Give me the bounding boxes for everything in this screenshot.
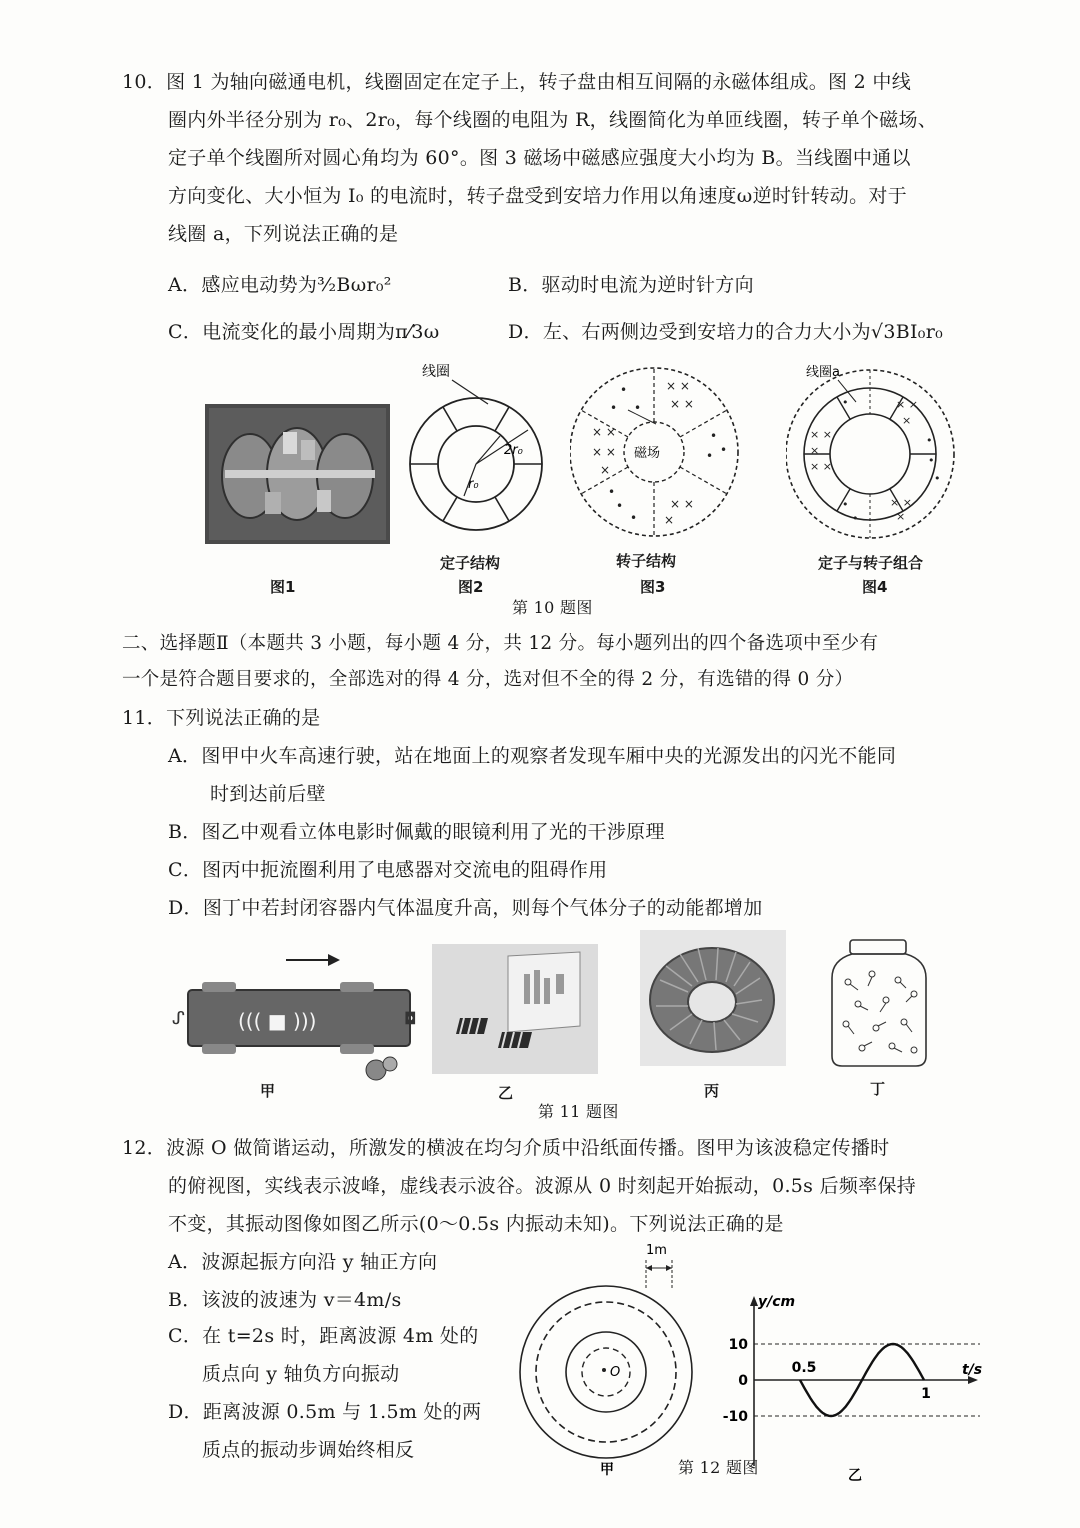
- q10-figure-caption: 第 10 题图: [512, 598, 593, 617]
- q11-train-figure: [168, 944, 428, 1096]
- q10-option-b: B．驱动时电流为逆时针方向: [508, 274, 754, 296]
- q11-fig-jia-label: 甲: [260, 1082, 276, 1100]
- fig4-coil-a-label: 线圈a: [806, 365, 840, 380]
- q11-gas-container-figure: [828, 938, 930, 1070]
- q10-option-c: C．电流变化的最小周期为π⁄3ω: [168, 321, 440, 343]
- svg-text:× ×: × ×: [810, 460, 832, 473]
- svg-text:× ×: × ×: [592, 445, 616, 459]
- q10-line-5: 线圈 a，下列说法正确的是: [168, 223, 399, 245]
- fig2-stator-diagram: [404, 358, 554, 548]
- q12-option-c-line-2: 质点向 y 轴负方向振动: [202, 1363, 400, 1385]
- chart-y-tick-0: 0: [738, 1373, 748, 1389]
- svg-text:× ×: × ×: [670, 397, 694, 411]
- q12-line-3: 不变，其振动图像如图乙所示(0～0.5s 内振动未知)。下列说法正确的是: [168, 1213, 784, 1235]
- chart-y-tick-minus-10: -10: [722, 1409, 748, 1425]
- fig2-r0-label: r₀: [468, 477, 479, 492]
- q11-fig-yi-label: 乙: [498, 1084, 514, 1102]
- q11-option-c: C．图丙中扼流圈利用了电感器对交流电的阻碍作用: [168, 859, 608, 881]
- q12-option-c-line-1: C．在 t=2s 时，距离波源 4m 处的: [168, 1325, 479, 1347]
- q11-option-d: D．图丁中若封闭容器内气体温度升高，则每个气体分子的动能都增加: [168, 897, 763, 919]
- q11-option-a-line-1: A．图甲中火车高速行驶，站在地面上的观察者发现车厢中央的光源发出的闪光不能同: [168, 745, 897, 767]
- fig3-label: 图3: [640, 578, 666, 596]
- q12-option-d-line-1: D．距离波源 0.5m 与 1.5m 处的两: [168, 1401, 482, 1423]
- q10-line-2: 圈内外半径分别为 r₀、2r₀，每个线圈的电阻为 R，线圈简化为单匝线圈，转子单个磁场、: [168, 109, 938, 131]
- svg-text:◘: ◘: [404, 1009, 417, 1028]
- chart-x-tick-0-5: 0.5: [791, 1360, 817, 1376]
- q12-option-a: A．波源起振方向沿 y 轴正方向: [168, 1251, 438, 1273]
- svg-text:•: •: [842, 498, 849, 511]
- fig2-title: 定子结构: [440, 554, 501, 572]
- section2-line-2: 一个是符合题目要求的，全部选对的得 4 分，选对但不全的得 2 分，有选错的得 0 分）: [122, 669, 854, 690]
- q12-wave-rings-figure: [506, 1240, 706, 1480]
- q11-option-b: B．图乙中观看立体电影时佩戴的眼镜利用了光的干涉原理: [168, 821, 665, 843]
- svg-text:•: •: [620, 383, 628, 397]
- train-light-pulse: ((( ■ ))): [238, 1009, 317, 1033]
- fig3-rotor-diagram: [570, 362, 740, 552]
- q11-fig-ding-label: 丁: [870, 1080, 886, 1098]
- svg-text:× ×: × ×: [810, 428, 832, 441]
- svg-text:•: •: [610, 401, 618, 415]
- q11-stem: 11．下列说法正确的是: [122, 707, 321, 729]
- svg-text:×: ×: [902, 414, 912, 427]
- q12-line-1: 12．波源 O 做简谐运动，所激发的横波在均匀介质中沿纸面传播。图甲为该波稳定传播时: [122, 1137, 890, 1159]
- q12-line-2: 的俯视图，实线表示波峰，虚线表示波谷。波源从 0 时刻起开始振动，0.5s 后频率保持: [168, 1175, 917, 1197]
- q12-o-label: O: [610, 1365, 621, 1380]
- svg-text:•: •: [710, 429, 718, 443]
- fig4-combo-diagram: [786, 358, 956, 554]
- q11-3d-cinema-figure: [432, 944, 598, 1074]
- q10-option-a: A．感应电动势为³⁄₂Bωr₀²: [168, 274, 392, 296]
- q10-line-4: 方向变化、大小恒为 I₀ 的电流时，转子盘受到安培力作用以角速度ω逆时针转动。对于: [168, 185, 907, 207]
- chart-y-axis-arrow: [750, 1296, 758, 1306]
- chart-y-tick-10: 10: [728, 1337, 748, 1353]
- q12-fig-yi-label: 乙: [848, 1468, 862, 1484]
- fig2-label: 图2: [458, 578, 484, 596]
- svg-text:•: •: [706, 449, 714, 463]
- svg-text:•: •: [842, 396, 849, 409]
- svg-text:×: ×: [896, 510, 906, 523]
- q11-option-a-line-2: 时到达前后壁: [210, 783, 326, 805]
- svg-text:•: •: [928, 454, 935, 467]
- fig2-coil-label: 线圈: [422, 364, 450, 380]
- fig2-2r0-label: 2r₀: [504, 443, 523, 458]
- q12-vibration-chart: [718, 1290, 998, 1486]
- fig4-title: 定子与转子组合: [818, 554, 924, 572]
- q12-figure-caption: 第 12 题图: [678, 1458, 759, 1477]
- svg-text:× ×: × ×: [890, 496, 912, 509]
- chart-x-axis-label: t/s: [962, 1362, 983, 1378]
- q10-line-1: 10．图 1 为轴向磁通电机，线圈固定在定子上，转子盘由相互间隔的永磁体组成。图 2 中线: [122, 71, 912, 93]
- q12-fig-jia-label: 甲: [600, 1462, 614, 1478]
- svg-text:•: •: [634, 401, 642, 415]
- q11-figure-caption: 第 11 题图: [538, 1102, 619, 1121]
- q12-1m-label: 1m: [646, 1243, 667, 1258]
- svg-text:×: ×: [664, 513, 675, 527]
- svg-text:•: •: [926, 434, 933, 447]
- svg-text:× ×: × ×: [670, 497, 694, 511]
- chart-y-axis-label: y/cm: [758, 1294, 796, 1310]
- q11-fig-bing-label: 丙: [704, 1082, 720, 1100]
- q12-option-b: B．该波的波速为 v＝4m/s: [168, 1289, 402, 1311]
- fig3-title: 转子结构: [616, 552, 677, 570]
- svg-text:•: •: [608, 485, 616, 499]
- fig1-label: 图1: [270, 578, 296, 596]
- fig3-field-label: 磁场: [634, 446, 661, 461]
- svg-text:× ×: × ×: [592, 425, 616, 439]
- fig4-label: 图4: [862, 578, 888, 596]
- q11-choke-coil-figure: [640, 930, 786, 1066]
- svg-text:ᔑ: ᔑ: [172, 1008, 185, 1029]
- q10-option-d: D．左、右两侧边受到安培力的合力大小为√3BI₀r₀: [508, 321, 944, 343]
- fig1-motor-photo: [205, 404, 390, 544]
- svg-text:•: •: [720, 443, 728, 457]
- svg-text:×: ×: [600, 463, 611, 477]
- section2-line-1: 二、选择题Ⅱ（本题共 3 小题，每小题 4 分，共 12 分。每小题列出的四个备选项中至少有: [122, 633, 879, 654]
- svg-text:•: •: [852, 512, 859, 525]
- svg-text:× ×: × ×: [666, 379, 690, 393]
- chart-x-tick-1: 1: [921, 1386, 931, 1402]
- svg-text:•: •: [630, 511, 638, 525]
- svg-text:× ×: × ×: [896, 398, 918, 411]
- svg-text:•: •: [934, 472, 941, 485]
- svg-text:×: ×: [810, 444, 820, 457]
- q12-option-d-line-2: 质点的振动步调始终相反: [202, 1439, 415, 1461]
- svg-text:•: •: [616, 499, 624, 513]
- q10-line-3: 定子单个线圈所对圆心角均为 60°。图 3 磁场中磁感应强度大小均为 B。当线圈中通以: [168, 147, 911, 169]
